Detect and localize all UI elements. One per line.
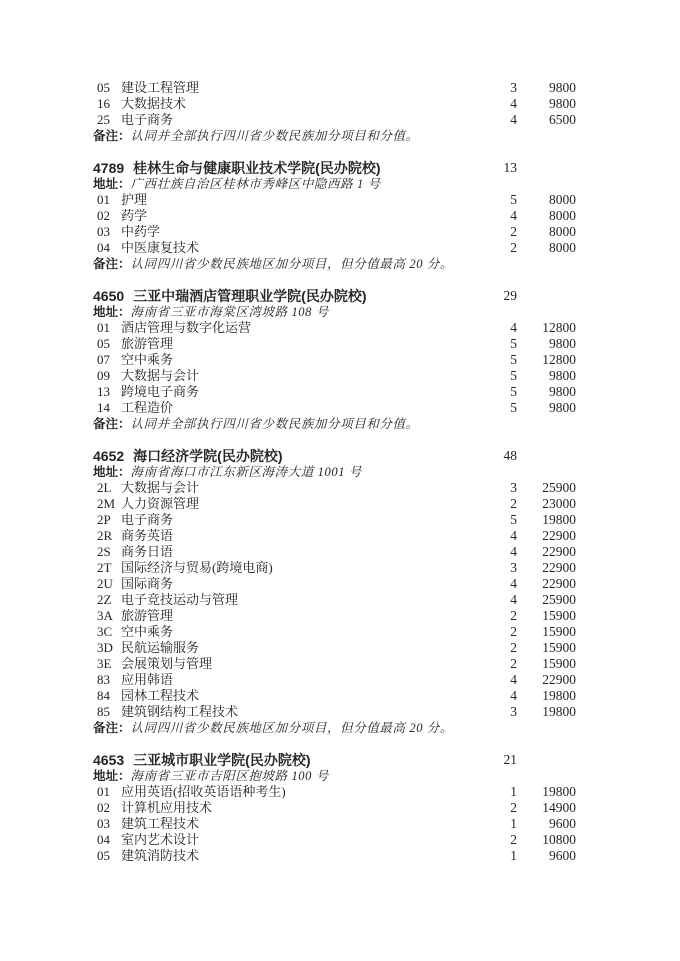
major-name: 大数据与会计 <box>121 368 200 383</box>
major-tuition-fee: 19800 <box>542 784 576 799</box>
school-total-count: 48 <box>503 448 517 463</box>
major-plan-count: 1 <box>510 784 517 799</box>
major-tuition-fee: 9800 <box>549 400 576 415</box>
major-plan-count: 2 <box>510 496 517 511</box>
major-row <box>97 544 576 560</box>
major-name: 室内艺术设计 <box>121 832 200 847</box>
major-tuition-fee: 15900 <box>542 640 576 655</box>
remark-value: 认同四川省少数民族地区加分项目，但分值最高 20 分。 <box>130 257 453 271</box>
major-row <box>97 784 576 800</box>
major-tuition-fee: 9800 <box>549 384 576 399</box>
major-row <box>97 816 576 832</box>
major-plan-count: 3 <box>510 560 517 575</box>
major-name: 建筑钢结构工程技术 <box>121 704 239 719</box>
major-row <box>97 576 576 592</box>
major-tuition-fee: 19800 <box>542 704 576 719</box>
school-total-count: 21 <box>503 752 517 767</box>
major-name: 电子商务 <box>121 512 174 527</box>
major-name: 大数据与会计 <box>121 480 200 495</box>
major-row <box>97 848 576 864</box>
major-tuition-fee: 8000 <box>549 192 576 207</box>
school-total-count: 29 <box>503 288 517 303</box>
major-rows <box>0 192 680 256</box>
school-address-line <box>93 176 680 192</box>
major-name: 跨境电子商务 <box>121 384 200 399</box>
major-tuition-fee: 22900 <box>542 560 576 575</box>
major-row <box>97 400 576 416</box>
major-row <box>97 592 576 608</box>
major-plan-count: 1 <box>510 816 517 831</box>
major-tuition-fee: 8000 <box>549 208 576 223</box>
remark-line <box>93 416 680 432</box>
school-header-line <box>93 160 517 176</box>
major-tuition-fee: 15900 <box>542 608 576 623</box>
major-code: 01 <box>97 320 110 335</box>
major-tuition-fee: 9600 <box>549 848 576 863</box>
major-name: 大数据技术 <box>121 96 187 111</box>
major-code: 03 <box>97 224 110 239</box>
major-tuition-fee: 9800 <box>549 80 576 95</box>
major-row <box>97 656 576 672</box>
major-tuition-fee: 14900 <box>542 800 576 815</box>
school-section <box>0 752 680 864</box>
page-content <box>0 80 680 864</box>
major-plan-count: 4 <box>510 688 517 703</box>
major-code: 05 <box>97 80 110 95</box>
major-plan-count: 3 <box>510 80 517 95</box>
major-row <box>97 384 576 400</box>
major-plan-count: 2 <box>510 240 517 255</box>
school-code: 4650 <box>93 288 125 304</box>
major-name: 国际商务 <box>121 576 174 591</box>
major-tuition-fee: 9800 <box>549 336 576 351</box>
major-tuition-fee: 8000 <box>549 224 576 239</box>
school-header-line <box>93 288 517 304</box>
remark-line <box>93 256 680 272</box>
major-row <box>97 624 576 640</box>
address-value: 海南省三亚市吉阳区抱坡路 100 号 <box>130 769 329 783</box>
major-plan-count: 5 <box>510 368 517 383</box>
major-code: 2T <box>97 560 112 575</box>
major-tuition-fee: 9600 <box>549 816 576 831</box>
major-plan-count: 3 <box>510 704 517 719</box>
major-code: 3D <box>97 640 113 655</box>
major-code: 02 <box>97 208 110 223</box>
major-tuition-fee: 6500 <box>549 112 576 127</box>
major-plan-count: 2 <box>510 624 517 639</box>
major-plan-count: 4 <box>510 208 517 223</box>
major-name: 国际经济与贸易(跨境电商) <box>121 560 273 575</box>
major-plan-count: 2 <box>510 656 517 671</box>
major-name: 护理 <box>121 192 148 207</box>
major-name: 会展策划与管理 <box>121 656 213 671</box>
remark-label: 备注： <box>93 417 131 431</box>
major-tuition-fee: 9800 <box>549 368 576 383</box>
major-name: 药学 <box>121 208 148 223</box>
major-name: 建筑工程技术 <box>121 816 200 831</box>
major-tuition-fee: 12800 <box>542 320 576 335</box>
major-name: 园林工程技术 <box>121 688 200 703</box>
major-code: 01 <box>97 784 110 799</box>
major-row <box>97 80 576 96</box>
major-row <box>97 480 576 496</box>
major-code: 2Z <box>97 592 112 607</box>
major-row <box>97 528 576 544</box>
major-tuition-fee: 15900 <box>542 656 576 671</box>
school-code: 4789 <box>93 160 125 176</box>
major-code: 03 <box>97 816 110 831</box>
remark-value: 认同并全部执行四川省少数民族加分项目和分值。 <box>130 129 419 143</box>
major-tuition-fee: 22900 <box>542 544 576 559</box>
major-plan-count: 4 <box>510 576 517 591</box>
major-plan-count: 4 <box>510 592 517 607</box>
major-name: 人力资源管理 <box>121 496 200 511</box>
major-name: 应用英语(招收英语语种考生) <box>121 784 286 799</box>
remark-label: 备注： <box>93 129 131 143</box>
school-name: 三亚中瑞酒店管理职业学院(民办院校) <box>133 288 367 304</box>
address-value: 海南省海口市江东新区海涛大道 1001 号 <box>130 465 362 479</box>
major-name: 建设工程管理 <box>121 80 200 95</box>
major-row <box>97 192 576 208</box>
major-tuition-fee: 8000 <box>549 240 576 255</box>
major-code: 2M <box>97 496 116 511</box>
major-row <box>97 640 576 656</box>
major-row <box>97 208 576 224</box>
major-plan-count: 5 <box>510 384 517 399</box>
remark-value: 认同四川省少数民族地区加分项目，但分值最高 20 分。 <box>130 721 453 735</box>
major-code: 2L <box>97 480 112 495</box>
major-row <box>97 320 576 336</box>
major-tuition-fee: 19800 <box>542 688 576 703</box>
remark-label: 备注： <box>93 721 131 735</box>
major-plan-count: 5 <box>510 352 517 367</box>
major-plan-count: 2 <box>510 224 517 239</box>
address-value: 海南省三亚市海棠区湾坡路 108 号 <box>130 305 329 319</box>
school-section <box>0 80 680 144</box>
major-code: 25 <box>97 112 110 127</box>
school-address-line <box>93 304 680 320</box>
major-name: 中医康复技术 <box>121 240 200 255</box>
major-code: 2S <box>97 544 111 559</box>
major-name: 空中乘务 <box>121 352 174 367</box>
major-code: 14 <box>97 400 110 415</box>
major-name: 商务日语 <box>121 544 174 559</box>
major-row <box>97 672 576 688</box>
address-label: 地址： <box>93 305 131 319</box>
major-row <box>97 240 576 256</box>
major-plan-count: 4 <box>510 96 517 111</box>
school-total-count: 13 <box>503 160 517 175</box>
major-tuition-fee: 15900 <box>542 624 576 639</box>
address-label: 地址： <box>93 177 131 191</box>
major-code: 01 <box>97 192 110 207</box>
major-code: 85 <box>97 704 110 719</box>
major-code: 84 <box>97 688 110 703</box>
major-code: 04 <box>97 832 110 847</box>
major-plan-count: 5 <box>510 336 517 351</box>
major-name: 中药学 <box>121 224 161 239</box>
major-code: 83 <box>97 672 110 687</box>
major-code: 2P <box>97 512 111 527</box>
major-name: 民航运输服务 <box>121 640 200 655</box>
major-row <box>97 688 576 704</box>
major-code: 3A <box>97 608 113 623</box>
school-code: 4652 <box>93 448 125 464</box>
major-plan-count: 3 <box>510 480 517 495</box>
major-row <box>97 800 576 816</box>
address-value: 广西壮族自治区桂林市秀峰区中隐西路 1 号 <box>130 177 381 191</box>
remark-label: 备注： <box>93 257 131 271</box>
school-name: 海口经济学院(民办院校) <box>133 448 283 464</box>
school-header-line <box>93 448 517 464</box>
major-row <box>97 96 576 112</box>
school-name: 桂林生命与健康职业技术学院(民办院校) <box>133 160 381 176</box>
address-label: 地址： <box>93 465 131 479</box>
major-code: 05 <box>97 336 110 351</box>
major-plan-count: 4 <box>510 672 517 687</box>
major-row <box>97 224 576 240</box>
major-plan-count: 5 <box>510 192 517 207</box>
major-name: 酒店管理与数字化运营 <box>121 320 252 335</box>
major-rows <box>0 784 680 864</box>
major-rows <box>0 320 680 416</box>
school-code: 4653 <box>93 752 125 768</box>
major-tuition-fee: 25900 <box>542 592 576 607</box>
major-row <box>97 704 576 720</box>
major-code: 2R <box>97 528 113 543</box>
remark-line <box>93 128 680 144</box>
major-plan-count: 2 <box>510 608 517 623</box>
major-code: 09 <box>97 368 110 383</box>
major-row <box>97 832 576 848</box>
school-section <box>0 288 680 432</box>
major-code: 2U <box>97 576 113 591</box>
major-name: 应用韩语 <box>121 672 174 687</box>
major-plan-count: 4 <box>510 544 517 559</box>
major-row <box>97 336 576 352</box>
major-code: 3C <box>97 624 113 639</box>
major-row <box>97 352 576 368</box>
major-row <box>97 512 576 528</box>
major-name: 计算机应用技术 <box>121 800 213 815</box>
major-name: 建筑消防技术 <box>121 848 200 863</box>
school-section <box>0 160 680 272</box>
major-plan-count: 4 <box>510 112 517 127</box>
major-name: 工程造价 <box>121 400 174 415</box>
major-row <box>97 560 576 576</box>
major-code: 05 <box>97 848 110 863</box>
major-tuition-fee: 25900 <box>542 480 576 495</box>
school-section <box>0 448 680 736</box>
major-name: 旅游管理 <box>121 336 174 351</box>
major-name: 电子竞技运动与管理 <box>121 592 239 607</box>
school-header-line <box>93 752 517 768</box>
major-plan-count: 4 <box>510 320 517 335</box>
major-name: 商务英语 <box>121 528 174 543</box>
major-plan-count: 2 <box>510 800 517 815</box>
school-name: 三亚城市职业学院(民办院校) <box>133 752 311 768</box>
major-tuition-fee: 22900 <box>542 672 576 687</box>
major-name: 空中乘务 <box>121 624 174 639</box>
major-tuition-fee: 19800 <box>542 512 576 527</box>
major-tuition-fee: 23000 <box>542 496 576 511</box>
school-address-line <box>93 464 680 480</box>
major-code: 16 <box>97 96 110 111</box>
major-plan-count: 2 <box>510 832 517 847</box>
major-tuition-fee: 12800 <box>542 352 576 367</box>
remark-line <box>93 720 680 736</box>
major-rows <box>0 480 680 720</box>
major-row <box>97 368 576 384</box>
school-address-line <box>93 768 680 784</box>
major-tuition-fee: 22900 <box>542 528 576 543</box>
major-tuition-fee: 10800 <box>542 832 576 847</box>
major-code: 07 <box>97 352 110 367</box>
major-code: 04 <box>97 240 110 255</box>
major-row <box>97 496 576 512</box>
major-plan-count: 2 <box>510 640 517 655</box>
major-code: 3E <box>97 656 112 671</box>
address-label: 地址： <box>93 769 131 783</box>
major-name: 电子商务 <box>121 112 174 127</box>
major-tuition-fee: 22900 <box>542 576 576 591</box>
major-plan-count: 1 <box>510 848 517 863</box>
major-code: 02 <box>97 800 110 815</box>
remark-value: 认同并全部执行四川省少数民族加分项目和分值。 <box>130 417 419 431</box>
major-row <box>97 608 576 624</box>
major-plan-count: 5 <box>510 400 517 415</box>
major-code: 13 <box>97 384 110 399</box>
major-rows <box>0 80 680 128</box>
major-tuition-fee: 9800 <box>549 96 576 111</box>
major-plan-count: 4 <box>510 528 517 543</box>
major-row <box>97 112 576 128</box>
major-plan-count: 5 <box>510 512 517 527</box>
major-name: 旅游管理 <box>121 608 174 623</box>
